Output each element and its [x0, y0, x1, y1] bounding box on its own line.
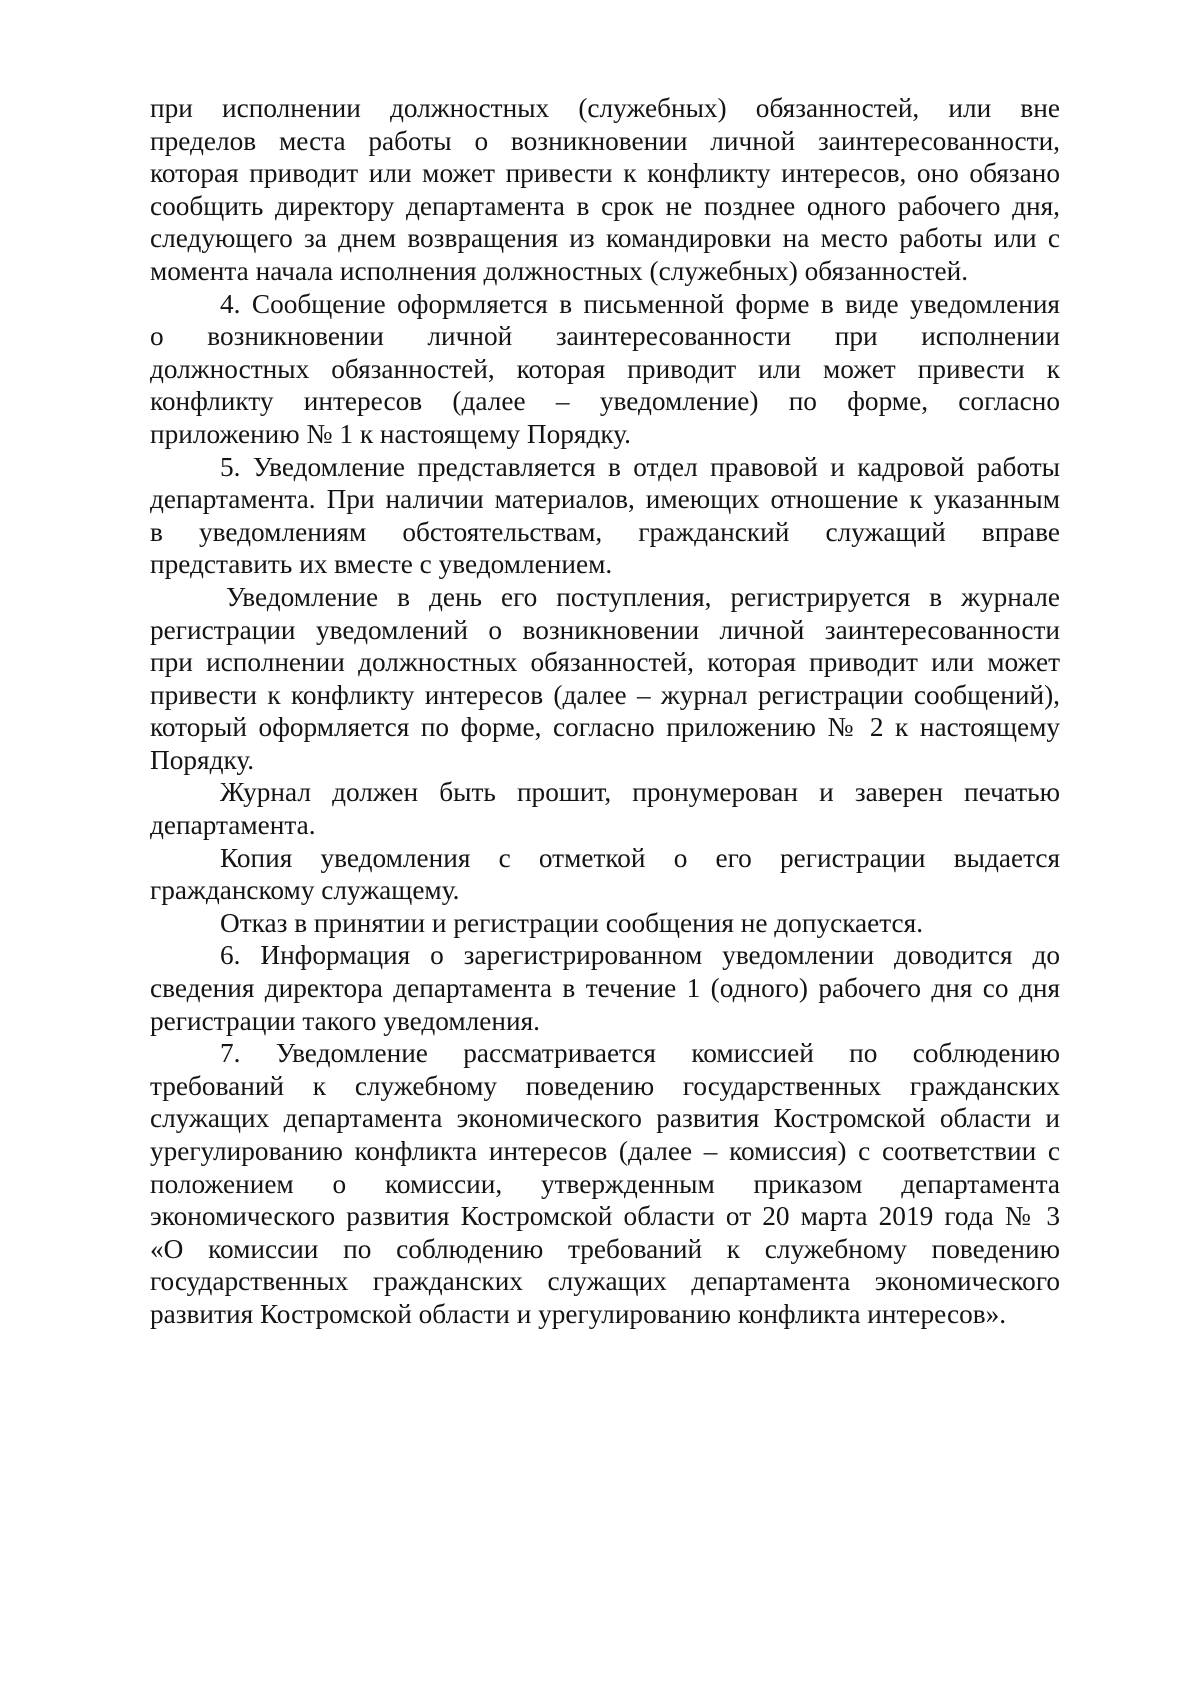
paragraph-item-6 [150, 939, 1060, 1037]
text-line: должностных обязанностей, которая приводит или может привести к [150, 353, 1060, 384]
text-line: развития Костромской области и урегулированию конфликта интересов». [150, 1298, 1007, 1329]
text-line: Уведомление в день его поступления, регистрируется в журнале [226, 581, 1060, 612]
text-line: служащих департамента экономического развития Костромской области и [150, 1103, 1060, 1134]
text-line: «О комиссии по соблюдению требований к служебному поведению [150, 1233, 1060, 1264]
paragraph-item-7 [150, 1037, 1060, 1330]
text-line: который оформляется по форме, согласно приложению № 2 к настоящему [150, 712, 1060, 743]
document-page [150, 92, 1060, 1331]
text-line: 5. Уведомление представляется в отдел правовой и кадровой работы [220, 451, 1060, 482]
paragraph-continuation [150, 92, 1060, 288]
paragraph-journal [150, 776, 1060, 841]
text-line: 7. Уведомление рассматривается комиссией по соблюдению [220, 1038, 1060, 1069]
text-line: конфликту интересов (далее – уведомление) по форме, согласно [150, 386, 1060, 417]
paragraph-item-4 [150, 288, 1060, 451]
text-line: 6. Информация о зарегистрированном уведомлении доводится до [220, 940, 1060, 971]
text-line: гражданскому служащему. [150, 875, 460, 906]
paragraph-copy [150, 842, 1060, 907]
text-line: Отказ в принятии и регистрации сообщения не допускается. [220, 907, 924, 938]
text-line: регистрации уведомлений о возникновении личной заинтересованности [150, 614, 1060, 645]
text-line: государственных гражданских служащих департамента экономического [150, 1266, 1060, 1297]
text-line: следующего за днем возвращения из командировки на место работы или с [150, 223, 1060, 254]
text-line: регистрации такого уведомления. [150, 1005, 541, 1036]
text-line: требований к служебному поведению государственных гражданских [150, 1070, 1060, 1101]
paragraph-item-5 [150, 451, 1060, 581]
text-line: сведения директора департамента в течение 1 (одного) рабочего дня со дня [150, 973, 1060, 1004]
text-line: в уведомлениям обстоятельствам, гражданский служащий вправе [150, 516, 1060, 547]
text-line: о возникновении личной заинтересованности при исполнении [150, 321, 1060, 352]
text-line: Копия уведомления с отметкой о его регистрации выдается [220, 842, 1060, 873]
text-line: положением о комиссии, утвержденным приказом департамента [150, 1168, 1060, 1199]
text-line: Порядку. [150, 744, 255, 775]
text-line: департамента. При наличии материалов, имеющих отношение к указанным [150, 484, 1060, 515]
text-line: Журнал должен быть прошит, пронумерован и заверен печатью [220, 777, 1060, 808]
text-line: при исполнении должностных (служебных) обязанностей, или вне [150, 93, 1060, 123]
paragraph-registration [150, 581, 1060, 777]
paragraph-refusal [150, 907, 1060, 940]
text-line: привести к конфликту интересов (далее – журнал регистрации сообщений), [150, 679, 1060, 710]
text-line: приложению № 1 к настоящему Порядку. [150, 418, 631, 449]
text-line: урегулированию конфликта интересов (далее – комиссия) с соответствии с [150, 1136, 1060, 1166]
text-line: 4. Сообщение оформляется в письменной форме в виде уведомления [220, 288, 1060, 319]
text-line: департамента. [150, 810, 316, 841]
text-line: пределов места работы о возникновении личной заинтересованности, [150, 125, 1060, 156]
text-line: представить их вместе с уведомлением. [150, 549, 613, 580]
text-line: при исполнении должностных обязанностей, которая приводит или может [150, 647, 1060, 678]
text-line: экономического развития Костромской области от 20 марта 2019 года № 3 [150, 1201, 1060, 1232]
text-line: момента начала исполнения должностных (служебных) обязанностей. [150, 255, 969, 286]
text-line: сообщить директору департамента в срок не позднее одного рабочего дня, [150, 190, 1060, 221]
text-line: которая приводит или может привести к конфликту интересов, оно обязано [150, 158, 1060, 189]
